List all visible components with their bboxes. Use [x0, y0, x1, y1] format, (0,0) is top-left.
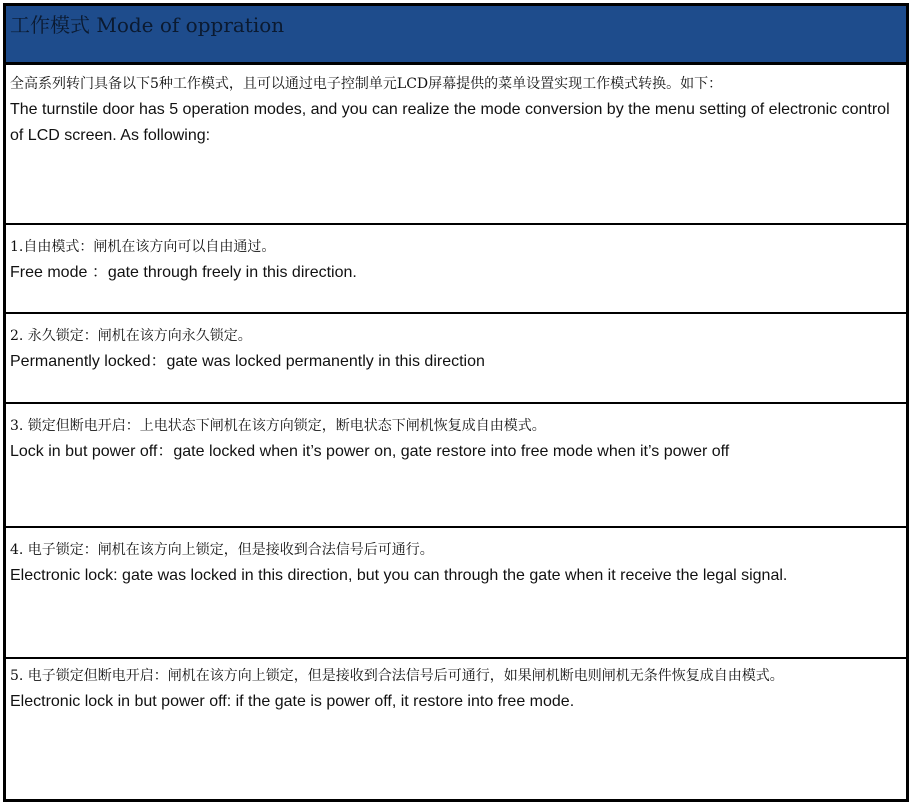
mode-text-cn: 2. 永久锁定：闸机在该方向永久锁定。: [10, 328, 252, 344]
mode-text-en: Electronic lock in but power off: if the gate is power off, it restore into free mode.: [10, 693, 575, 710]
table-header: [6, 6, 906, 65]
intro-text-cn: 全高系列转门具备以下5种工作模式，且可以通过电子控制单元LCD屏幕提供的菜单设置实现工作模式转换。如下：: [10, 76, 723, 92]
mode-text-en: Lock in but power off：gate locked when it’s power on, gate restore into free mode when it’s power off: [10, 443, 730, 460]
mode-text-cn: 1.自由模式：闸机在该方向可以自由通过。: [10, 239, 276, 255]
mode-row-permanently-locked: [6, 314, 906, 404]
mode-text-cn: 3. 锁定但断电开启：上电状态下闸机在该方向锁定，断电状态下闸机恢复成自由模式。: [10, 418, 546, 434]
mode-row-electronic-lock-power-off: [6, 659, 906, 799]
intro-row: [6, 65, 906, 225]
intro-text-en: The turnstile door has 5 operation modes, and you can realize the mode conversion by the menu setting of electronic control of LCD screen. As following:: [10, 101, 890, 144]
mode-table: [3, 3, 909, 802]
mode-row-free: [6, 225, 906, 314]
mode-text-cn: 5. 电子锁定但断电开启：闸机在该方向上锁定，但是接收到合法信号后可通行，如果闸机断电则闸机无条件恢复成自由模式。: [10, 668, 784, 684]
mode-text-en: Free mode ：gate through freely in this direction.: [10, 264, 357, 281]
mode-text-en: Permanently locked：gate was locked permanently in this direction: [10, 353, 485, 370]
page-title: 工作模式 Mode of oppration: [10, 13, 285, 37]
mode-text-en: Electronic lock: gate was locked in this direction, but you can through the gate when it receive the legal signal.: [10, 567, 788, 584]
mode-row-lock-power-off: [6, 404, 906, 528]
mode-text-cn: 4. 电子锁定：闸机在该方向上锁定，但是接收到合法信号后可通行。: [10, 542, 434, 558]
mode-row-electronic-lock: [6, 528, 906, 659]
